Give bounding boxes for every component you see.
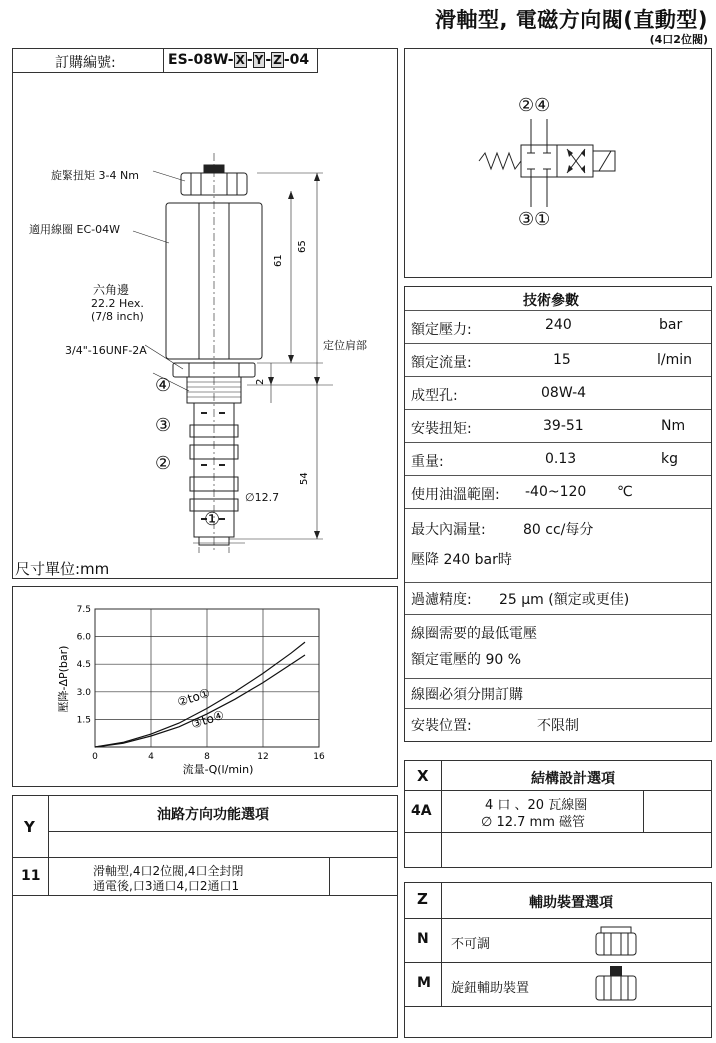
dim-65: 65 — [297, 240, 308, 253]
options-y-panel — [12, 795, 398, 1038]
chart-tick-x: 0 — [92, 752, 98, 762]
spec-label: 成型孔: — [411, 388, 458, 404]
spec-value: 15 — [553, 352, 571, 368]
spec-label: 額定壓力: — [411, 322, 472, 338]
spec-value: 08W-4 — [541, 385, 587, 401]
hex-label-1: 六角邊 — [93, 283, 130, 297]
chart-tick-x: 4 — [148, 752, 154, 762]
unit-label: 尺寸單位:mm — [15, 560, 110, 578]
option-desc-line1: 4 口 、20 瓦線圈 — [485, 798, 588, 813]
specs-panel — [404, 286, 712, 742]
option-code: 11 — [21, 868, 41, 884]
symbol-bottom-ports: ③① — [518, 209, 551, 230]
option-desc-line2: 通電後,口3通口4,口2通口1 — [93, 879, 240, 893]
pressure-drop-chart — [13, 587, 397, 786]
hydraulic-symbol-panel — [404, 48, 712, 278]
chart-tick-y: 1.5 — [76, 715, 91, 726]
options-z-row-m[interactable] — [405, 963, 711, 1007]
order-code: ES-08W- X - Y - Z -04 — [168, 52, 310, 68]
hex-label-2: 22.2 Hex. — [91, 297, 144, 310]
thread-label: 3/4"-16UNF-2A — [65, 344, 147, 357]
specs-heading: 技術參數 — [523, 293, 579, 309]
filter-value: 25 µm (額定或更佳) — [499, 592, 630, 608]
mount-label: 安裝位置: — [411, 718, 472, 734]
chart-tick-y: 3.0 — [76, 687, 91, 698]
order-code-row — [13, 49, 318, 73]
option-desc: 旋鈕輔助裝置 — [451, 981, 530, 996]
dim-2: 2 — [255, 378, 266, 385]
leak-value: 80 cc/每分 — [523, 522, 594, 538]
spec-value: 240 — [545, 317, 572, 333]
spec-label: 重量: — [411, 454, 444, 470]
dim-61: 61 — [273, 254, 284, 267]
option-desc: 不可調 — [451, 937, 491, 952]
mount-value: 不限制 — [537, 718, 579, 734]
options-x-code: X — [417, 767, 429, 785]
diameter-label: ∅12.7 — [245, 491, 280, 504]
dim-54: 54 — [299, 472, 310, 485]
chart-tick-y: 7.5 — [76, 605, 91, 615]
options-x-heading: 結構設計選項 — [531, 771, 615, 787]
page-subtitle: (4口2位閥) — [649, 33, 708, 46]
port-4-label: ④ — [155, 375, 172, 396]
valve-cross-section-drawing — [13, 73, 397, 553]
spec-unit: ℃ — [617, 484, 633, 500]
filter-label: 過濾精度: — [411, 592, 472, 608]
nut-with-knob-icon — [593, 965, 639, 1005]
drawing-panel — [12, 48, 398, 579]
spec-unit: kg — [661, 451, 678, 467]
options-y-code: Y — [24, 818, 35, 836]
chart-tick-y: 4.5 — [76, 660, 91, 671]
option-code: N — [417, 931, 429, 947]
shoulder-label: 定位肩部 — [323, 339, 367, 352]
chart-series-label: ③to④ — [189, 707, 226, 732]
coil-min-voltage-pct: 額定電壓的 90 % — [411, 652, 522, 668]
coil-min-voltage: 線圈需要的最低電壓 — [411, 626, 537, 642]
options-x-panel — [404, 760, 712, 868]
spec-value: -40~120 — [525, 484, 587, 500]
valve-symbol — [405, 49, 711, 277]
options-x-row[interactable] — [405, 791, 711, 833]
chart-tick-x: 16 — [313, 752, 325, 762]
coil-label: 適用線圈 EC-04W — [29, 223, 120, 236]
chart-series-label: ②to① — [175, 685, 212, 710]
options-y-heading: 油路方向功能選項 — [157, 807, 269, 823]
options-z-panel — [404, 882, 712, 1038]
leak-condition: 壓降 240 bar時 — [411, 552, 512, 568]
torque-label: 旋緊扭矩 3-4 Nm — [51, 169, 139, 182]
options-z-row-n[interactable] — [405, 919, 711, 963]
port-3-label: ③ — [155, 415, 172, 436]
chart-tick-y: 6.0 — [76, 632, 91, 643]
spec-unit: Nm — [661, 418, 686, 434]
pressure-drop-chart-panel — [12, 586, 398, 787]
chart-xlabel: 流量-Q(l/min) — [182, 763, 254, 776]
options-z-heading: 輔助裝置選項 — [529, 895, 613, 911]
option-desc-line2: ∅ 12.7 mm 磁管 — [481, 815, 585, 830]
spec-unit: l/min — [657, 352, 693, 368]
nut-without-knob-icon — [593, 925, 639, 959]
port-2-label: ② — [155, 453, 172, 474]
options-y-row[interactable] — [13, 858, 397, 896]
spec-label: 安裝扭矩: — [411, 421, 472, 437]
chart-tick-x: 12 — [257, 752, 269, 762]
spec-label: 使用油溫範圍: — [411, 487, 500, 503]
spec-unit: bar — [659, 317, 683, 333]
coil-order-note: 線圈必須分開訂購 — [411, 687, 523, 703]
spec-value: 39-51 — [543, 418, 584, 434]
chart-tick-x: 8 — [204, 752, 210, 762]
order-code-label: 訂購編號: — [55, 55, 116, 71]
spec-label: 額定流量: — [411, 355, 472, 371]
option-desc-line1: 滑軸型,4口2位閥,4口全封閉 — [93, 864, 244, 878]
port-1-label: ① — [204, 509, 221, 530]
options-z-code: Z — [417, 890, 428, 908]
symbol-top-ports: ②④ — [518, 95, 551, 116]
leak-label: 最大內漏量: — [411, 522, 486, 538]
option-code: M — [417, 975, 431, 991]
spec-value: 0.13 — [545, 451, 577, 467]
option-code: 4A — [411, 803, 432, 819]
hex-label-3: (7/8 inch) — [91, 310, 144, 323]
chart-ylabel: 壓降-ΔP(bar) — [57, 645, 70, 713]
page-title: 滑軸型, 電磁方向閥(直動型) — [435, 8, 708, 32]
